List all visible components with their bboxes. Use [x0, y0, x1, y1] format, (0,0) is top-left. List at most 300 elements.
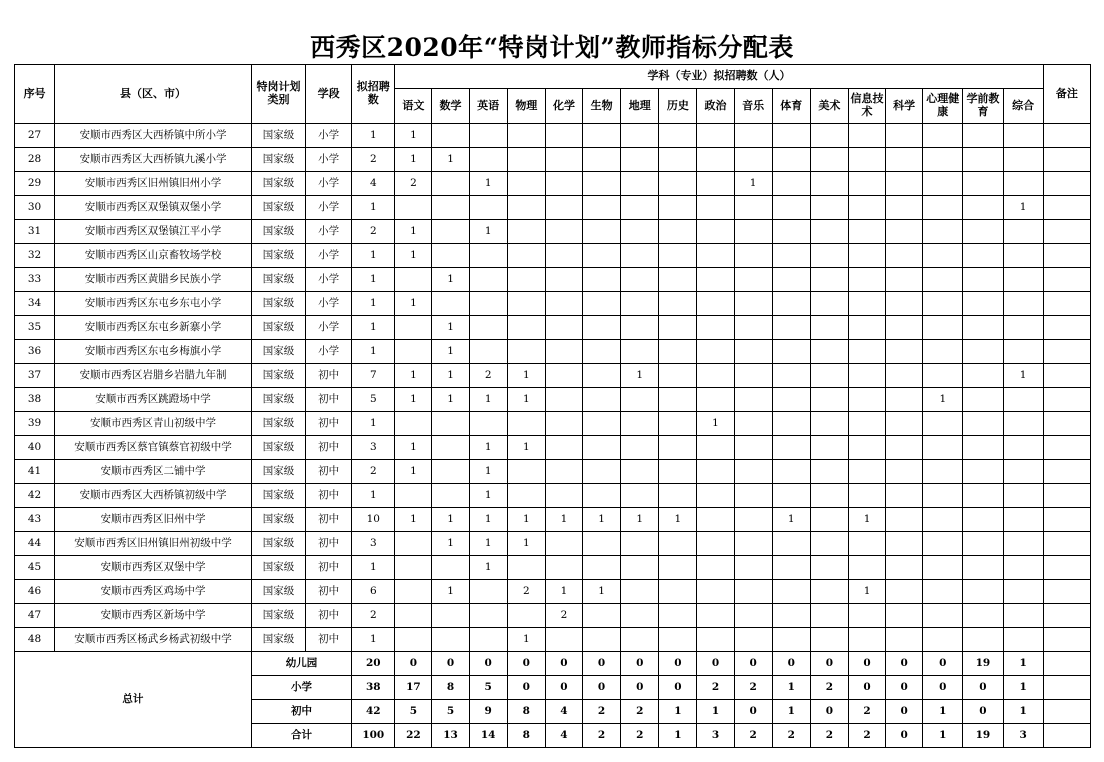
- row-subject-count: [395, 484, 432, 508]
- row-subject-count: [886, 364, 923, 388]
- row-seq: 37: [15, 364, 55, 388]
- total-subject-count: 9: [469, 700, 507, 724]
- row-school-name: 安顺市西秀区东屯乡东屯小学: [55, 292, 252, 316]
- row-subject-count: [886, 220, 923, 244]
- row-subject-count: [810, 148, 848, 172]
- row-subject-count: [923, 628, 963, 652]
- row-subject-count: 1: [848, 508, 885, 532]
- row-planned: 1: [352, 412, 395, 436]
- row-notes: [1043, 604, 1090, 628]
- row-subject-count: [507, 148, 545, 172]
- row-subject-count: 1: [432, 532, 469, 556]
- row-planned: 4: [352, 172, 395, 196]
- row-subject-count: [583, 172, 621, 196]
- row-subject-count: 1: [545, 508, 582, 532]
- row-notes: [1043, 364, 1090, 388]
- total-subject-count: 2: [734, 724, 772, 748]
- total-subject-count: 5: [432, 700, 469, 724]
- row-subject-count: [886, 436, 923, 460]
- row-subject-count: [772, 244, 810, 268]
- row-subject-count: [697, 388, 734, 412]
- row-subject-count: [772, 556, 810, 580]
- row-subject-count: [395, 556, 432, 580]
- row-seq: 31: [15, 220, 55, 244]
- row-subject-count: [395, 196, 432, 220]
- row-seq: 28: [15, 148, 55, 172]
- row-stage: 小学: [306, 196, 352, 220]
- header-subject: 学前教育: [963, 89, 1003, 124]
- header-subject: 地理: [621, 89, 659, 124]
- table-row: [15, 460, 1091, 484]
- row-subject-count: [697, 124, 734, 148]
- row-subject-count: 1: [772, 508, 810, 532]
- row-school-name: 安顺市西秀区双堡中学: [55, 556, 252, 580]
- row-type: 国家级: [251, 604, 305, 628]
- row-subject-count: [507, 292, 545, 316]
- row-subject-count: [432, 628, 469, 652]
- total-subject-count: 0: [469, 652, 507, 676]
- row-subject-count: [469, 604, 507, 628]
- header-subject: 数学: [432, 89, 469, 124]
- total-subject-count: 2: [848, 724, 885, 748]
- row-subject-count: [659, 364, 697, 388]
- row-notes: [1043, 340, 1090, 364]
- row-subject-count: 1: [697, 412, 734, 436]
- row-subject-count: [583, 124, 621, 148]
- row-subject-count: [1003, 124, 1043, 148]
- row-subject-count: [395, 340, 432, 364]
- row-subject-count: [886, 244, 923, 268]
- row-subject-count: [886, 460, 923, 484]
- row-subject-count: [1003, 172, 1043, 196]
- row-subject-count: [697, 244, 734, 268]
- row-stage: 初中: [306, 460, 352, 484]
- total-subject-count: 1: [697, 700, 734, 724]
- row-planned: 5: [352, 388, 395, 412]
- row-school-name: 安顺市西秀区东屯乡梅旗小学: [55, 340, 252, 364]
- row-notes: [1043, 580, 1090, 604]
- row-subject-count: [923, 292, 963, 316]
- row-stage: 初中: [306, 628, 352, 652]
- row-seq: 39: [15, 412, 55, 436]
- row-notes: [1043, 220, 1090, 244]
- row-subject-count: [1003, 148, 1043, 172]
- row-subject-count: [772, 316, 810, 340]
- row-subject-count: [923, 364, 963, 388]
- row-seq: 34: [15, 292, 55, 316]
- row-subject-count: [621, 388, 659, 412]
- row-subject-count: [469, 124, 507, 148]
- row-subject-count: [545, 268, 582, 292]
- total-row-label: 小学: [251, 676, 351, 700]
- row-seq: 30: [15, 196, 55, 220]
- row-subject-count: [810, 268, 848, 292]
- header-county: 县（区、市）: [55, 65, 252, 124]
- row-subject-count: [772, 436, 810, 460]
- row-subject-count: [621, 292, 659, 316]
- row-subject-count: [621, 580, 659, 604]
- row-school-name: 安顺市西秀区二铺中学: [55, 460, 252, 484]
- row-planned: 1: [352, 292, 395, 316]
- row-notes: [1043, 628, 1090, 652]
- row-subject-count: [886, 412, 923, 436]
- total-row-label: 初中: [251, 700, 351, 724]
- row-subject-count: [772, 292, 810, 316]
- row-subject-count: [659, 220, 697, 244]
- row-stage: 小学: [306, 268, 352, 292]
- row-subject-count: [697, 484, 734, 508]
- row-subject-count: [507, 124, 545, 148]
- row-stage: 小学: [306, 148, 352, 172]
- total-subject-count: 4: [545, 724, 582, 748]
- total-subject-count: 0: [963, 676, 1003, 700]
- row-subject-count: [507, 412, 545, 436]
- allocation-table: [14, 64, 1091, 748]
- table-row: [15, 196, 1091, 220]
- row-subject-count: [469, 244, 507, 268]
- total-subject-count: 2: [583, 724, 621, 748]
- row-seq: 41: [15, 460, 55, 484]
- row-subject-count: [810, 532, 848, 556]
- row-subject-count: [1003, 412, 1043, 436]
- row-subject-count: [772, 484, 810, 508]
- row-subject-count: [963, 388, 1003, 412]
- total-subject-count: 2: [772, 724, 810, 748]
- row-subject-count: [621, 412, 659, 436]
- row-subject-count: [697, 340, 734, 364]
- row-stage: 小学: [306, 220, 352, 244]
- row-subject-count: [432, 172, 469, 196]
- row-subject-count: [1003, 508, 1043, 532]
- row-subject-count: [848, 340, 885, 364]
- row-subject-count: [848, 292, 885, 316]
- row-school-name: 安顺市西秀区杨武乡杨武初级中学: [55, 628, 252, 652]
- row-subject-count: [469, 316, 507, 340]
- row-subject-count: [621, 628, 659, 652]
- table-row: [15, 412, 1091, 436]
- total-subject-count: 1: [659, 700, 697, 724]
- row-planned: 2: [352, 148, 395, 172]
- row-subject-count: [621, 268, 659, 292]
- row-subject-count: [886, 628, 923, 652]
- row-subject-count: [848, 388, 885, 412]
- row-subject-count: [810, 628, 848, 652]
- row-subject-count: [432, 292, 469, 316]
- row-subject-count: [734, 508, 772, 532]
- row-school-name: 安顺市西秀区旧州中学: [55, 508, 252, 532]
- total-subject-count: 8: [507, 700, 545, 724]
- row-subject-count: [697, 532, 734, 556]
- row-notes: [1043, 532, 1090, 556]
- table-row: [15, 484, 1091, 508]
- row-subject-count: [810, 460, 848, 484]
- row-school-name: 安顺市西秀区鸡场中学: [55, 580, 252, 604]
- row-subject-count: [810, 436, 848, 460]
- row-subject-count: [545, 340, 582, 364]
- row-type: 国家级: [251, 340, 305, 364]
- header-subject: 生物: [583, 89, 621, 124]
- total-planned: 20: [352, 652, 395, 676]
- row-subject-count: [848, 364, 885, 388]
- row-subject-count: [734, 316, 772, 340]
- row-subject-count: 1: [507, 532, 545, 556]
- row-subject-count: [772, 580, 810, 604]
- row-subject-count: [886, 388, 923, 412]
- row-notes: [1043, 172, 1090, 196]
- row-school-name: 安顺市西秀区山京畜牧场学校: [55, 244, 252, 268]
- row-subject-count: [583, 148, 621, 172]
- row-subject-count: [734, 388, 772, 412]
- row-subject-count: [848, 436, 885, 460]
- total-subject-count: 5: [395, 700, 432, 724]
- row-subject-count: [621, 484, 659, 508]
- row-subject-count: [545, 292, 582, 316]
- row-subject-count: 1: [621, 508, 659, 532]
- total-subject-count: 3: [1003, 724, 1043, 748]
- total-subject-count: 22: [395, 724, 432, 748]
- row-subject-count: [810, 124, 848, 148]
- table-row: [15, 340, 1091, 364]
- row-stage: 小学: [306, 172, 352, 196]
- row-subject-count: [923, 604, 963, 628]
- row-subject-count: [810, 484, 848, 508]
- row-subject-count: [963, 292, 1003, 316]
- row-seq: 43: [15, 508, 55, 532]
- total-subject-count: 0: [923, 652, 963, 676]
- row-planned: 1: [352, 196, 395, 220]
- row-subject-count: [545, 124, 582, 148]
- table-row: [15, 508, 1091, 532]
- row-subject-count: [1003, 220, 1043, 244]
- row-type: 国家级: [251, 268, 305, 292]
- table-row: [15, 628, 1091, 652]
- total-subject-count: 1: [772, 700, 810, 724]
- total-subject-count: 0: [545, 652, 582, 676]
- row-subject-count: [886, 508, 923, 532]
- row-subject-count: 2: [545, 604, 582, 628]
- row-subject-count: [963, 580, 1003, 604]
- row-planned: 1: [352, 268, 395, 292]
- row-subject-count: 1: [469, 460, 507, 484]
- total-subject-count: 0: [659, 676, 697, 700]
- row-subject-count: [697, 292, 734, 316]
- row-subject-count: [469, 340, 507, 364]
- row-school-name: 安顺市西秀区大西桥镇九溪小学: [55, 148, 252, 172]
- row-subject-count: 1: [395, 124, 432, 148]
- row-subject-count: [734, 364, 772, 388]
- row-subject-count: [963, 628, 1003, 652]
- row-subject-count: [1003, 436, 1043, 460]
- total-subject-count: 2: [810, 676, 848, 700]
- row-stage: 小学: [306, 244, 352, 268]
- row-subject-count: 1: [1003, 364, 1043, 388]
- total-subject-count: 0: [848, 676, 885, 700]
- row-stage: 小学: [306, 316, 352, 340]
- row-subject-count: [963, 364, 1003, 388]
- row-subject-count: [1003, 316, 1043, 340]
- row-subject-count: [395, 628, 432, 652]
- row-seq: 38: [15, 388, 55, 412]
- total-notes: [1043, 700, 1090, 724]
- total-subject-count: 2: [810, 724, 848, 748]
- row-subject-count: [659, 436, 697, 460]
- row-stage: 初中: [306, 604, 352, 628]
- row-subject-count: [659, 292, 697, 316]
- row-subject-count: [772, 364, 810, 388]
- row-subject-count: [621, 172, 659, 196]
- total-subject-count: 0: [734, 700, 772, 724]
- row-school-name: 安顺市西秀区蔡官镇蔡官初级中学: [55, 436, 252, 460]
- header-subject: 音乐: [734, 89, 772, 124]
- row-subject-count: [734, 340, 772, 364]
- row-subject-count: [583, 556, 621, 580]
- row-seq: 35: [15, 316, 55, 340]
- row-subject-count: [963, 604, 1003, 628]
- row-subject-count: [545, 148, 582, 172]
- row-subject-count: [432, 220, 469, 244]
- row-subject-count: [583, 340, 621, 364]
- header-subject: 英语: [469, 89, 507, 124]
- row-notes: [1043, 244, 1090, 268]
- total-subject-count: 2: [621, 724, 659, 748]
- row-subject-count: [810, 580, 848, 604]
- row-subject-count: [810, 196, 848, 220]
- total-subject-count: 0: [659, 652, 697, 676]
- row-subject-count: [734, 220, 772, 244]
- row-subject-count: [772, 124, 810, 148]
- row-subject-count: [963, 124, 1003, 148]
- table-row: [15, 556, 1091, 580]
- row-seq: 48: [15, 628, 55, 652]
- row-subject-count: [923, 220, 963, 244]
- row-notes: [1043, 460, 1090, 484]
- row-subject-count: [734, 436, 772, 460]
- row-subject-count: [923, 580, 963, 604]
- total-subject-count: 0: [810, 700, 848, 724]
- row-seq: 45: [15, 556, 55, 580]
- row-subject-count: [432, 484, 469, 508]
- row-subject-count: [659, 412, 697, 436]
- row-subject-count: 1: [621, 364, 659, 388]
- row-subject-count: [848, 220, 885, 244]
- total-subject-count: 1: [1003, 652, 1043, 676]
- row-school-name: 安顺市西秀区黄腊乡民族小学: [55, 268, 252, 292]
- header-subject: 科学: [886, 89, 923, 124]
- row-subject-count: [545, 364, 582, 388]
- row-subject-count: 2: [469, 364, 507, 388]
- row-subject-count: [395, 580, 432, 604]
- row-subject-count: [734, 532, 772, 556]
- row-seq: 46: [15, 580, 55, 604]
- row-notes: [1043, 484, 1090, 508]
- header-subject: 历史: [659, 89, 697, 124]
- row-subject-count: [659, 148, 697, 172]
- row-subject-count: 1: [545, 580, 582, 604]
- row-subject-count: [886, 532, 923, 556]
- row-subject-count: [621, 556, 659, 580]
- row-planned: 3: [352, 436, 395, 460]
- total-subject-count: 2: [848, 700, 885, 724]
- row-subject-count: [810, 244, 848, 268]
- total-label: 总计: [15, 652, 252, 748]
- row-type: 国家级: [251, 124, 305, 148]
- total-row: [15, 652, 1091, 676]
- total-subject-count: 2: [697, 676, 734, 700]
- row-subject-count: 2: [507, 580, 545, 604]
- row-subject-count: [923, 484, 963, 508]
- row-subject-count: [659, 316, 697, 340]
- row-subject-count: [848, 484, 885, 508]
- row-subject-count: [772, 628, 810, 652]
- row-subject-count: [659, 532, 697, 556]
- total-subject-count: 1: [659, 724, 697, 748]
- total-subject-count: 0: [621, 676, 659, 700]
- row-subject-count: [432, 124, 469, 148]
- row-subject-count: [507, 556, 545, 580]
- row-subject-count: [545, 172, 582, 196]
- row-subject-count: [583, 604, 621, 628]
- total-subject-count: 0: [848, 652, 885, 676]
- row-subject-count: [697, 364, 734, 388]
- row-subject-count: [1003, 628, 1043, 652]
- total-subject-count: 0: [886, 676, 923, 700]
- row-subject-count: 1: [469, 484, 507, 508]
- total-subject-count: 0: [734, 652, 772, 676]
- row-subject-count: [1003, 388, 1043, 412]
- row-subject-count: [583, 220, 621, 244]
- row-subject-count: [1003, 292, 1043, 316]
- row-subject-count: 1: [848, 580, 885, 604]
- row-subject-count: [659, 580, 697, 604]
- row-subject-count: 1: [395, 148, 432, 172]
- row-subject-count: [621, 220, 659, 244]
- table-row: [15, 292, 1091, 316]
- row-subject-count: [432, 244, 469, 268]
- row-seq: 36: [15, 340, 55, 364]
- total-row-label: 幼儿园: [251, 652, 351, 676]
- total-notes: [1043, 652, 1090, 676]
- row-subject-count: [432, 436, 469, 460]
- row-stage: 初中: [306, 364, 352, 388]
- row-subject-count: [469, 292, 507, 316]
- row-subject-count: [848, 604, 885, 628]
- row-seq: 47: [15, 604, 55, 628]
- row-subject-count: [734, 628, 772, 652]
- total-row-label: 合计: [251, 724, 351, 748]
- row-planned: 7: [352, 364, 395, 388]
- row-subject-count: [583, 628, 621, 652]
- row-subject-count: [432, 196, 469, 220]
- row-subject-count: [810, 292, 848, 316]
- row-subject-count: 1: [395, 244, 432, 268]
- row-subject-count: 1: [469, 532, 507, 556]
- row-notes: [1043, 292, 1090, 316]
- row-subject-count: [963, 436, 1003, 460]
- row-subject-count: [469, 148, 507, 172]
- row-subject-count: [772, 196, 810, 220]
- row-subject-count: [734, 268, 772, 292]
- row-subject-count: [659, 268, 697, 292]
- row-type: 国家级: [251, 244, 305, 268]
- row-subject-count: [507, 604, 545, 628]
- row-subject-count: [923, 172, 963, 196]
- row-subject-count: [734, 196, 772, 220]
- row-subject-count: [621, 532, 659, 556]
- row-subject-count: [734, 292, 772, 316]
- row-school-name: 安顺市西秀区双堡镇双堡小学: [55, 196, 252, 220]
- row-subject-count: [659, 556, 697, 580]
- row-subject-count: [395, 268, 432, 292]
